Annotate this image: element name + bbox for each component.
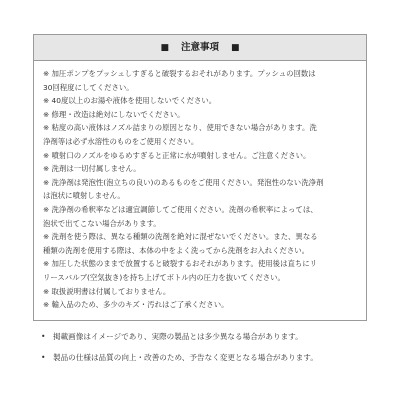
notice-line: ※ 粘度の高い液体はノズル詰まりの原因となり、使用できない場合があります。洗: [43, 123, 317, 133]
notice-list: [34, 61, 366, 312]
notice-line: ※ 洗剤は一切付属しません。: [43, 164, 141, 174]
notice-line: ※ 取扱説明書は付属しておりません。: [43, 286, 171, 296]
notice-line: リースバルブ(空気抜き)を持ち上げてボトル内の圧力を抜いてください。: [43, 272, 285, 282]
notice-line: ※ 修理・改造は絶対にしないでください。: [43, 109, 185, 119]
notice-line: ※ 洗剤を使う際は、異なる種類の洗剤を絶対に混ぜないでください。また、異なる: [43, 232, 318, 242]
notice-line: 泡状で出てこない場合があります。: [43, 218, 161, 228]
bottom-note: [41, 331, 371, 342]
notice-line: ※ 噴射口のノズルをゆるめすぎると正常に水が噴射しません。ご注意ください。: [43, 150, 311, 160]
bottom-note-text: 製品の仕様は品質の向上・改善のため、予告なく変更となる場合があります。: [53, 353, 318, 362]
notice-line: 種類の洗剤を使用する際は、本体の中をよく洗ってから洗剤をお入れください。: [43, 245, 310, 255]
notice-line: ※ 40度以上のお湯や液体を使用しないでください。: [43, 96, 217, 106]
notice-line: ※ 洗浄剤の希釈率などは適宜調節してご使用ください。洗剤の希釈率によっては、: [43, 204, 318, 214]
notice-line: ※ 加圧ポンプをプッシュしすぎると破裂するおそれがあります。プッシュの回数は: [43, 69, 316, 78]
notice-line: 30回程度にしてください。: [43, 82, 134, 92]
square-icon: ■: [231, 43, 240, 53]
notice-line: は泡状に噴射しません。: [43, 191, 125, 201]
bullet-icon: •: [41, 353, 46, 362]
notice-line: ※ 洗浄剤は発泡性(泡立ちの良い)のあるものをご使用ください。発泡性のない洗浄剤: [43, 177, 324, 187]
bottom-note: [41, 352, 371, 363]
notice-box: [33, 34, 367, 321]
notice-line: ※ 輸入品のため、多少のキズ・汚れはご了承ください。: [43, 300, 229, 310]
bottom-notes: [41, 331, 371, 373]
notice-line: ※ 加圧した状態のままで放置すると破裂するおそれがあります。使用後は直ちにリ: [43, 259, 318, 269]
notice-header: [34, 35, 366, 61]
notice-line: 浄剤等は必ず水溶性のものをご使用ください。: [43, 136, 199, 146]
bottom-note-text: 掲載画像はイメージであり、実際の製品とは多少異なる場合があります。: [53, 332, 303, 341]
notice-title: 注意事項: [180, 42, 219, 53]
bullet-icon: •: [41, 332, 46, 341]
square-icon: ■: [160, 43, 169, 53]
